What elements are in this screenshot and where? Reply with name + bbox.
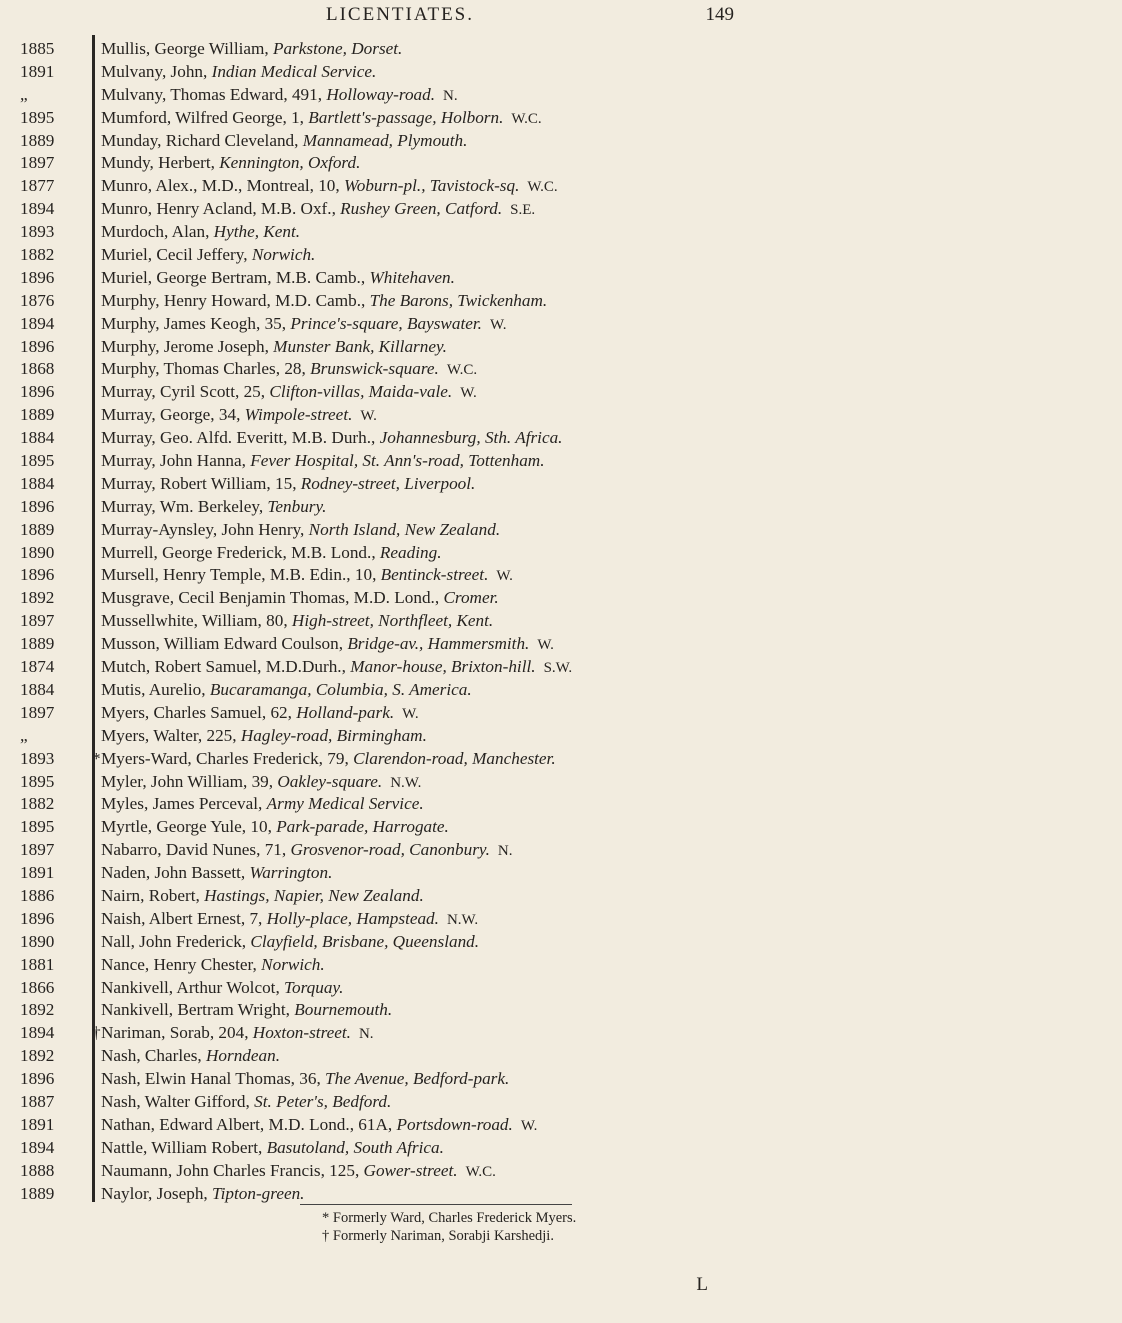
entry-postal-district: N.W. bbox=[390, 774, 422, 791]
list-item bbox=[0, 1022, 800, 1045]
entry-year: 1894 bbox=[20, 1137, 55, 1157]
entry-postal-district: W. bbox=[520, 1117, 538, 1134]
entry-address: Torquay. bbox=[284, 977, 344, 997]
entry-year: 1894 bbox=[20, 1023, 55, 1043]
entry-name: Nabarro, David Nunes, 71, bbox=[101, 840, 291, 860]
entry-address: Mannamead, Plymouth. bbox=[302, 130, 468, 150]
entry-text bbox=[101, 130, 791, 154]
entry-text bbox=[101, 198, 791, 222]
entry-year: 1876 bbox=[20, 290, 55, 310]
list-item bbox=[0, 656, 800, 679]
entry-address: Holly-place, Hampstead. bbox=[266, 908, 439, 928]
list-item bbox=[0, 221, 800, 244]
entry-address: Manor-house, Brixton-hill. bbox=[350, 657, 536, 677]
entry-postal-district: S.W. bbox=[543, 660, 573, 677]
entry-text bbox=[101, 999, 791, 1023]
entry-address: High-street, Northfleet, Kent. bbox=[291, 611, 494, 631]
entry-name: Murrell, George Frederick, M.B. Lond., bbox=[101, 542, 380, 562]
list-item bbox=[0, 61, 800, 84]
entry-address: Tipton-green. bbox=[212, 1183, 305, 1203]
entry-postal-district: W. bbox=[402, 705, 419, 722]
entry-address: Brunswick-square. bbox=[310, 359, 439, 379]
entry-postal-district: W. bbox=[496, 568, 513, 585]
entry-text bbox=[101, 633, 791, 657]
entry-text bbox=[101, 1068, 791, 1092]
entry-text bbox=[101, 1114, 791, 1138]
entry-address: Kennington, Oxford. bbox=[219, 153, 361, 173]
entry-address: Grosvenor-road, Canonbury. bbox=[290, 840, 490, 860]
entry-name: Nathan, Edward Albert, M.D. Lond., 61A, bbox=[101, 1114, 397, 1134]
entry-year: 1895 bbox=[20, 107, 55, 127]
entry-text bbox=[101, 725, 791, 749]
entry-address: The Avenue, Bedford-park. bbox=[325, 1069, 510, 1089]
entry-address: Clarendon-road, Manchester. bbox=[353, 748, 556, 768]
entry-address: Bartlett's-passage, Holborn. bbox=[308, 107, 504, 127]
entry-year: 1884 bbox=[20, 428, 55, 448]
entry-address: Hoxton-street. bbox=[252, 1023, 351, 1043]
entry-name: Nattle, William Robert, bbox=[101, 1137, 267, 1157]
list-item bbox=[0, 954, 800, 977]
entry-postal-district: W.C. bbox=[446, 362, 478, 379]
list-item bbox=[0, 107, 800, 130]
entry-name: Nall, John Frederick, bbox=[101, 931, 251, 951]
list-item bbox=[0, 130, 800, 153]
list-item bbox=[0, 793, 800, 816]
entry-name: Mullis, George William, bbox=[101, 39, 273, 58]
entry-name: Nariman, Sorab, 204, bbox=[101, 1023, 253, 1043]
entry-year: 1897 bbox=[20, 702, 55, 722]
footnote: † Formerly Nariman, Sorabji Karshedji. bbox=[322, 1228, 554, 1244]
entry-postal-district: N.W. bbox=[446, 911, 479, 928]
entry-year: 1896 bbox=[20, 267, 55, 287]
entry-address: Whitehaven. bbox=[369, 267, 455, 287]
entry-year: 1896 bbox=[20, 336, 55, 356]
entry-year: 1896 bbox=[20, 908, 55, 928]
entry-postal-district: W. bbox=[537, 637, 554, 654]
entry-text bbox=[101, 977, 791, 1001]
entry-text bbox=[101, 931, 791, 955]
entry-text bbox=[101, 107, 791, 131]
list-item bbox=[0, 244, 800, 267]
entry-name: Mumford, Wilfred George, 1, bbox=[101, 107, 309, 127]
footnote: * Formerly Ward, Charles Frederick Myers. bbox=[322, 1210, 577, 1226]
entry-address: Oakley-square. bbox=[277, 771, 383, 791]
entry-year: 1895 bbox=[20, 771, 55, 791]
entry-name: Nankivell, Arthur Wolcot, bbox=[101, 977, 285, 997]
entry-name: Naden, John Bassett, bbox=[101, 863, 250, 883]
list-item bbox=[0, 816, 800, 839]
entry-address: Clayfield, Brisbane, Queensland. bbox=[250, 931, 480, 951]
entry-name: Murphy, Thomas Charles, 28, bbox=[101, 359, 311, 379]
entry-name: Naumann, John Charles Francis, 125, bbox=[101, 1160, 364, 1180]
entry-address: Reading. bbox=[379, 542, 442, 562]
entry-name: Mundy, Herbert, bbox=[101, 153, 220, 173]
entry-text bbox=[101, 793, 791, 817]
entry-address: Gower-street. bbox=[363, 1160, 458, 1180]
entry-text bbox=[101, 862, 791, 886]
entry-address: North Island, New Zealand. bbox=[308, 519, 501, 539]
entry-text bbox=[101, 358, 791, 382]
list-item bbox=[0, 38, 800, 61]
entry-address: Cromer. bbox=[443, 588, 499, 608]
entry-name: Myers-Ward, Charles Frederick, 79, bbox=[101, 748, 354, 768]
entry-text bbox=[101, 473, 791, 497]
entry-text bbox=[101, 679, 791, 703]
entry-text bbox=[101, 175, 791, 199]
entry-name: Nankivell, Bertram Wright, bbox=[101, 1000, 295, 1020]
entry-address: Bentinck-street. bbox=[380, 565, 489, 585]
entry-text bbox=[101, 152, 791, 176]
list-item bbox=[0, 290, 800, 313]
list-item bbox=[0, 1045, 800, 1068]
list-item bbox=[0, 358, 800, 381]
list-item bbox=[0, 908, 800, 931]
entry-text bbox=[101, 381, 791, 405]
entry-year: 1893 bbox=[20, 748, 55, 768]
list-item bbox=[0, 450, 800, 473]
entry-postal-district: N. bbox=[358, 1026, 374, 1043]
entry-name: Murray, Robert William, 15, bbox=[101, 473, 301, 493]
list-item bbox=[0, 977, 800, 1000]
list-item bbox=[0, 1068, 800, 1091]
entry-name: Naylor, Joseph, bbox=[101, 1183, 213, 1203]
list-item bbox=[0, 336, 800, 359]
entry-year: 1889 bbox=[20, 405, 55, 425]
entry-text bbox=[101, 450, 791, 474]
entry-year: 1889 bbox=[20, 130, 55, 150]
entry-year: 1884 bbox=[20, 473, 55, 493]
list-item bbox=[0, 1137, 800, 1160]
list-item bbox=[0, 610, 800, 633]
list-item bbox=[0, 1114, 800, 1137]
entry-text bbox=[101, 587, 791, 611]
entry-text bbox=[101, 404, 791, 428]
entry-year: 1884 bbox=[20, 679, 55, 699]
list-item bbox=[0, 1091, 800, 1114]
entry-name: Murray-Aynsley, John Henry, bbox=[101, 519, 309, 539]
entry-name: Mutch, Robert Samuel, M.D.Durh., bbox=[101, 657, 351, 677]
entry-text bbox=[101, 221, 791, 245]
entry-name: Mursell, Henry Temple, M.B. Edin., 10, bbox=[101, 565, 381, 585]
list-item bbox=[0, 496, 800, 519]
list-item bbox=[0, 679, 800, 702]
entry-address: Army Medical Service. bbox=[266, 794, 424, 814]
list-item bbox=[0, 999, 800, 1022]
entry-year: 1882 bbox=[20, 794, 55, 814]
entry-text bbox=[101, 1045, 791, 1069]
entry-text bbox=[101, 38, 791, 62]
entry-name: Nash, Elwin Hanal Thomas, 36, bbox=[101, 1069, 326, 1089]
list-item bbox=[0, 84, 800, 107]
entry-postal-district: N. bbox=[443, 87, 458, 104]
entry-name: Munro, Henry Acland, M.B. Oxf., bbox=[101, 199, 341, 219]
entry-name: Murphy, Jerome Joseph, bbox=[101, 336, 274, 356]
entry-year: 1868 bbox=[20, 359, 55, 379]
entry-year: 1890 bbox=[20, 542, 55, 562]
entry-year: 1881 bbox=[20, 954, 55, 974]
entry-year: 1892 bbox=[20, 588, 55, 608]
entry-postal-district: W.C. bbox=[511, 110, 542, 127]
entry-text bbox=[101, 1160, 791, 1184]
entry-text bbox=[101, 839, 791, 863]
entry-address: Bridge-av., Hammersmith. bbox=[347, 634, 530, 654]
entry-year: 1889 bbox=[20, 519, 55, 539]
running-header bbox=[0, 2, 800, 32]
entry-year: 1897 bbox=[20, 153, 55, 173]
entry-year: „ bbox=[20, 725, 28, 745]
entry-name: Murdoch, Alan, bbox=[101, 222, 214, 242]
list-item bbox=[0, 587, 800, 610]
entry-address: Bournemouth. bbox=[294, 1000, 393, 1020]
entry-year: 1897 bbox=[20, 611, 55, 631]
entry-address: Johannesburg, Sth. Africa. bbox=[379, 428, 563, 448]
entry-year: 1866 bbox=[20, 977, 55, 997]
entry-postal-district: W.C. bbox=[465, 1163, 496, 1180]
entry-text bbox=[101, 702, 791, 726]
entry-name: Musson, William Edward Coulson, bbox=[101, 634, 348, 654]
entry-postal-district: W. bbox=[460, 385, 477, 402]
entry-text bbox=[92, 1022, 791, 1046]
entry-name: Murray, Cyril Scott, 25, bbox=[101, 382, 270, 402]
list-item bbox=[0, 473, 800, 496]
list-item bbox=[0, 931, 800, 954]
entry-address: Wimpole-street. bbox=[244, 405, 353, 425]
entry-name: Mutis, Aurelio, bbox=[101, 679, 210, 699]
entry-address: Park-parade, Harrogate. bbox=[276, 817, 449, 837]
entry-name: Murray, John Hanna, bbox=[101, 451, 251, 471]
entry-address: Tenbury. bbox=[267, 496, 327, 516]
entry-year: 1891 bbox=[20, 61, 55, 81]
list-item bbox=[0, 427, 800, 450]
entry-name: Munro, Alex., M.D., Montreal, 10, bbox=[101, 176, 344, 196]
entry-mark: * bbox=[92, 748, 101, 768]
entry-text bbox=[101, 1137, 791, 1161]
entry-text bbox=[101, 771, 791, 795]
entry-postal-district: W. bbox=[489, 316, 507, 333]
list-item bbox=[0, 198, 800, 221]
list-item bbox=[0, 862, 800, 885]
entry-year: 1889 bbox=[20, 634, 55, 654]
list-item bbox=[0, 175, 800, 198]
entry-postal-district: N. bbox=[497, 843, 513, 860]
entry-text bbox=[101, 564, 791, 588]
entry-year: 1885 bbox=[20, 39, 55, 58]
entry-address: Woburn-pl., Tavistock-sq. bbox=[344, 176, 520, 196]
entry-address: Rushey Green, Catford. bbox=[340, 199, 503, 219]
entry-address: Holland-park. bbox=[296, 702, 395, 722]
entry-text bbox=[101, 290, 791, 314]
entry-year: 1892 bbox=[20, 1000, 55, 1020]
list-item bbox=[0, 633, 800, 656]
entry-address: Hagley-road, Birmingham. bbox=[240, 725, 427, 745]
entry-year: 1888 bbox=[20, 1160, 55, 1180]
entry-year: 1889 bbox=[20, 1183, 55, 1203]
entry-name: Murray, Wm. Berkeley, bbox=[101, 496, 268, 516]
entry-address: Bucaramanga, Columbia, S. America. bbox=[209, 679, 472, 699]
entry-text bbox=[101, 1183, 791, 1207]
entry-year: 1877 bbox=[20, 176, 55, 196]
list-item bbox=[0, 267, 800, 290]
entry-text bbox=[101, 336, 791, 360]
entry-address: Clifton-villas, Maida-vale. bbox=[269, 382, 453, 402]
footnote-rule bbox=[300, 1204, 572, 1205]
entry-address: Prince's-square, Bayswater. bbox=[290, 313, 482, 333]
list-item bbox=[0, 152, 800, 175]
entry-name: Murphy, James Keogh, 35, bbox=[101, 313, 291, 333]
entry-name: Nance, Henry Chester, bbox=[101, 954, 262, 974]
entry-year: 1882 bbox=[20, 245, 55, 265]
entry-text bbox=[92, 748, 791, 772]
list-item bbox=[0, 725, 800, 748]
entry-year: 1896 bbox=[20, 382, 55, 402]
entry-address: Fever Hospital, St. Ann's-road, Tottenham. bbox=[250, 451, 545, 471]
entry-name: Myles, James Perceval, bbox=[101, 794, 267, 814]
entry-text bbox=[101, 84, 791, 108]
list-item bbox=[0, 702, 800, 725]
entry-name: Nash, Walter Gifford, bbox=[101, 1091, 255, 1111]
entry-address: Munster Bank, Killarney. bbox=[273, 336, 447, 356]
entry-text bbox=[101, 61, 791, 85]
entry-text bbox=[101, 244, 791, 268]
entry-year: 1893 bbox=[20, 222, 55, 242]
list-item bbox=[0, 748, 800, 771]
entry-name: Nairn, Robert, bbox=[101, 885, 205, 905]
list-item bbox=[0, 404, 800, 427]
entry-year: 1896 bbox=[20, 1069, 55, 1089]
entry-address: St. Peter's, Bedford. bbox=[254, 1091, 392, 1111]
entry-name: Myrtle, George Yule, 10, bbox=[101, 817, 277, 837]
entry-text bbox=[101, 954, 791, 978]
entry-address: The Barons, Twickenham. bbox=[369, 290, 548, 310]
entry-address: Basutoland, South Africa. bbox=[266, 1137, 444, 1157]
entry-text bbox=[101, 656, 791, 680]
entry-text bbox=[101, 519, 791, 543]
entry-year: 1874 bbox=[20, 657, 55, 677]
entry-text bbox=[101, 267, 791, 291]
entry-address: Indian Medical Service. bbox=[211, 61, 377, 81]
entry-text bbox=[101, 816, 791, 840]
entry-year: 1894 bbox=[20, 313, 55, 333]
entry-name: Munday, Richard Cleveland, bbox=[101, 130, 303, 150]
entry-name: Mulvany, John, bbox=[101, 61, 212, 81]
entry-text bbox=[101, 427, 791, 451]
entry-address: Hastings, Napier, New Zealand. bbox=[204, 885, 424, 905]
entry-text bbox=[101, 313, 791, 337]
entry-year: 1892 bbox=[20, 1046, 55, 1066]
entry-name: Myers, Walter, 225, bbox=[101, 725, 241, 745]
entry-year: „ bbox=[20, 84, 28, 104]
entry-year: 1895 bbox=[20, 817, 55, 837]
entry-postal-district: W. bbox=[360, 408, 377, 425]
entry-postal-district: S.E. bbox=[510, 202, 536, 219]
licentiate-list bbox=[0, 38, 800, 1205]
entry-year: 1890 bbox=[20, 931, 55, 951]
entry-address: Norwich. bbox=[261, 954, 325, 974]
entry-name: Murray, Geo. Alfd. Everitt, M.B. Durh., bbox=[101, 428, 380, 448]
entry-address: Hythe, Kent. bbox=[213, 222, 301, 242]
entry-address: Warrington. bbox=[249, 863, 333, 883]
entry-name: Mussellwhite, William, 80, bbox=[101, 611, 292, 631]
entry-text bbox=[101, 610, 791, 634]
entry-year: 1891 bbox=[20, 1114, 55, 1134]
list-item bbox=[0, 839, 800, 862]
entry-address: Rodney-street, Liverpool. bbox=[300, 473, 476, 493]
entry-name: Muriel, Cecil Jeffery, bbox=[101, 245, 252, 265]
entry-name: Musgrave, Cecil Benjamin Thomas, M.D. Lond., bbox=[101, 588, 444, 608]
list-item bbox=[0, 542, 800, 565]
page-number: 149 bbox=[705, 4, 734, 25]
list-item bbox=[0, 1160, 800, 1183]
list-item bbox=[0, 771, 800, 794]
list-item bbox=[0, 885, 800, 908]
entry-name: Myers, Charles Samuel, 62, bbox=[101, 702, 297, 722]
entry-mark: † bbox=[92, 1023, 101, 1043]
list-item bbox=[0, 381, 800, 404]
entry-name: Myler, John William, 39, bbox=[101, 771, 278, 791]
entry-text bbox=[101, 1091, 791, 1115]
entry-address: Holloway-road. bbox=[326, 84, 436, 104]
footnotes bbox=[0, 1209, 800, 1245]
entry-text bbox=[101, 885, 791, 909]
entry-text bbox=[101, 542, 791, 566]
entry-name: Murray, George, 34, bbox=[101, 405, 245, 425]
entry-year: 1891 bbox=[20, 863, 55, 883]
entry-name: Naish, Albert Ernest, 7, bbox=[101, 908, 267, 928]
entry-year: 1887 bbox=[20, 1091, 55, 1111]
entry-name: Mulvany, Thomas Edward, 491, bbox=[101, 84, 327, 104]
running-title: LICENTIATES. bbox=[325, 4, 474, 25]
entry-name: Murphy, Henry Howard, M.D. Camb., bbox=[101, 290, 370, 310]
entry-text bbox=[101, 496, 791, 520]
signature-mark: L bbox=[696, 1274, 708, 1295]
entry-year: 1896 bbox=[20, 496, 55, 516]
entry-year: 1896 bbox=[20, 565, 55, 585]
list-item bbox=[0, 1183, 800, 1206]
list-item bbox=[0, 564, 800, 587]
entry-address: Norwich. bbox=[251, 245, 316, 265]
list-item bbox=[0, 519, 800, 542]
entry-year: 1897 bbox=[20, 840, 55, 860]
entry-address: Horndean. bbox=[206, 1046, 281, 1066]
entry-name: Muriel, George Bertram, M.B. Camb., bbox=[101, 267, 370, 287]
entry-address: Portsdown-road. bbox=[396, 1114, 513, 1134]
entry-name: Nash, Charles, bbox=[101, 1046, 207, 1066]
entry-text bbox=[101, 908, 791, 932]
entry-postal-district: W.C. bbox=[527, 179, 558, 196]
entry-year: 1894 bbox=[20, 199, 55, 219]
entry-year: 1886 bbox=[20, 885, 55, 905]
entry-address: Parkstone, Dorset. bbox=[272, 39, 403, 58]
list-item bbox=[0, 313, 800, 336]
entry-year: 1895 bbox=[20, 451, 55, 471]
